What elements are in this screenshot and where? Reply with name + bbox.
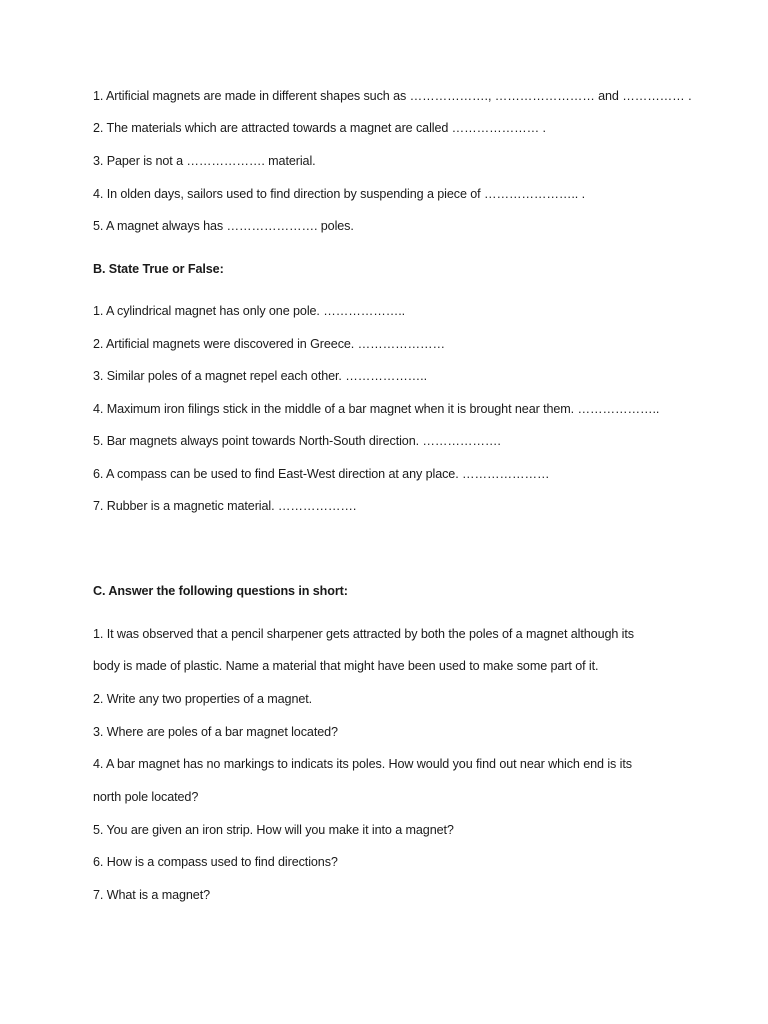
short-answer-question-5: 5. You are given an iron strip. How will you make it into a magnet? — [93, 823, 454, 837]
short-answer-question-3: 3. Where are poles of a bar magnet located? — [93, 725, 338, 739]
true-false-question-3: 3. Similar poles of a magnet repel each other. ……………….. — [93, 369, 427, 383]
true-false-question-7: 7. Rubber is a magnetic material. ………………. — [93, 499, 357, 513]
section-b-heading: B. State True or False: — [93, 262, 224, 276]
true-false-question-5: 5. Bar magnets always point towards North-South direction. ………………. — [93, 434, 501, 448]
short-answer-question-4-line-2: north pole located? — [93, 790, 199, 804]
short-answer-question-1-line-1: 1. It was observed that a pencil sharpener gets attracted by both the poles of a magnet although its — [93, 627, 634, 641]
true-false-question-6: 6. A compass can be used to find East-West direction at any place. ………………… — [93, 467, 550, 481]
fill-blank-question-5: 5. A magnet always has …………………. poles. — [93, 219, 354, 233]
fill-blank-question-3: 3. Paper is not a ………………. material. — [93, 154, 316, 168]
true-false-question-1: 1. A cylindrical magnet has only one pole. ……………….. — [93, 304, 405, 318]
short-answer-question-6: 6. How is a compass used to find directions? — [93, 855, 338, 869]
short-answer-question-2: 2. Write any two properties of a magnet. — [93, 692, 313, 706]
fill-blank-question-2: 2. The materials which are attracted towards a magnet are called ………………… . — [93, 121, 546, 135]
fill-blank-question-1: 1. Artificial magnets are made in different shapes such as ………………., …………………… and …………… . — [93, 89, 692, 103]
true-false-question-2: 2. Artificial magnets were discovered in Greece. ………………… — [93, 337, 446, 351]
short-answer-question-1-line-2: body is made of plastic. Name a material that might have been used to make some part of it. — [93, 659, 599, 673]
section-c-heading: C. Answer the following questions in short: — [93, 584, 348, 598]
short-answer-question-7: 7. What is a magnet? — [93, 888, 211, 902]
fill-blank-question-4: 4. In olden days, sailors used to find direction by suspending a piece of ………………….. . — [93, 187, 586, 201]
short-answer-question-4-line-1: 4. A bar magnet has no markings to indicats its poles. How would you find out near which end is its — [93, 757, 632, 771]
true-false-question-4: 4. Maximum iron filings stick in the middle of a bar magnet when it is brought near them. ……………….. — [93, 402, 660, 416]
